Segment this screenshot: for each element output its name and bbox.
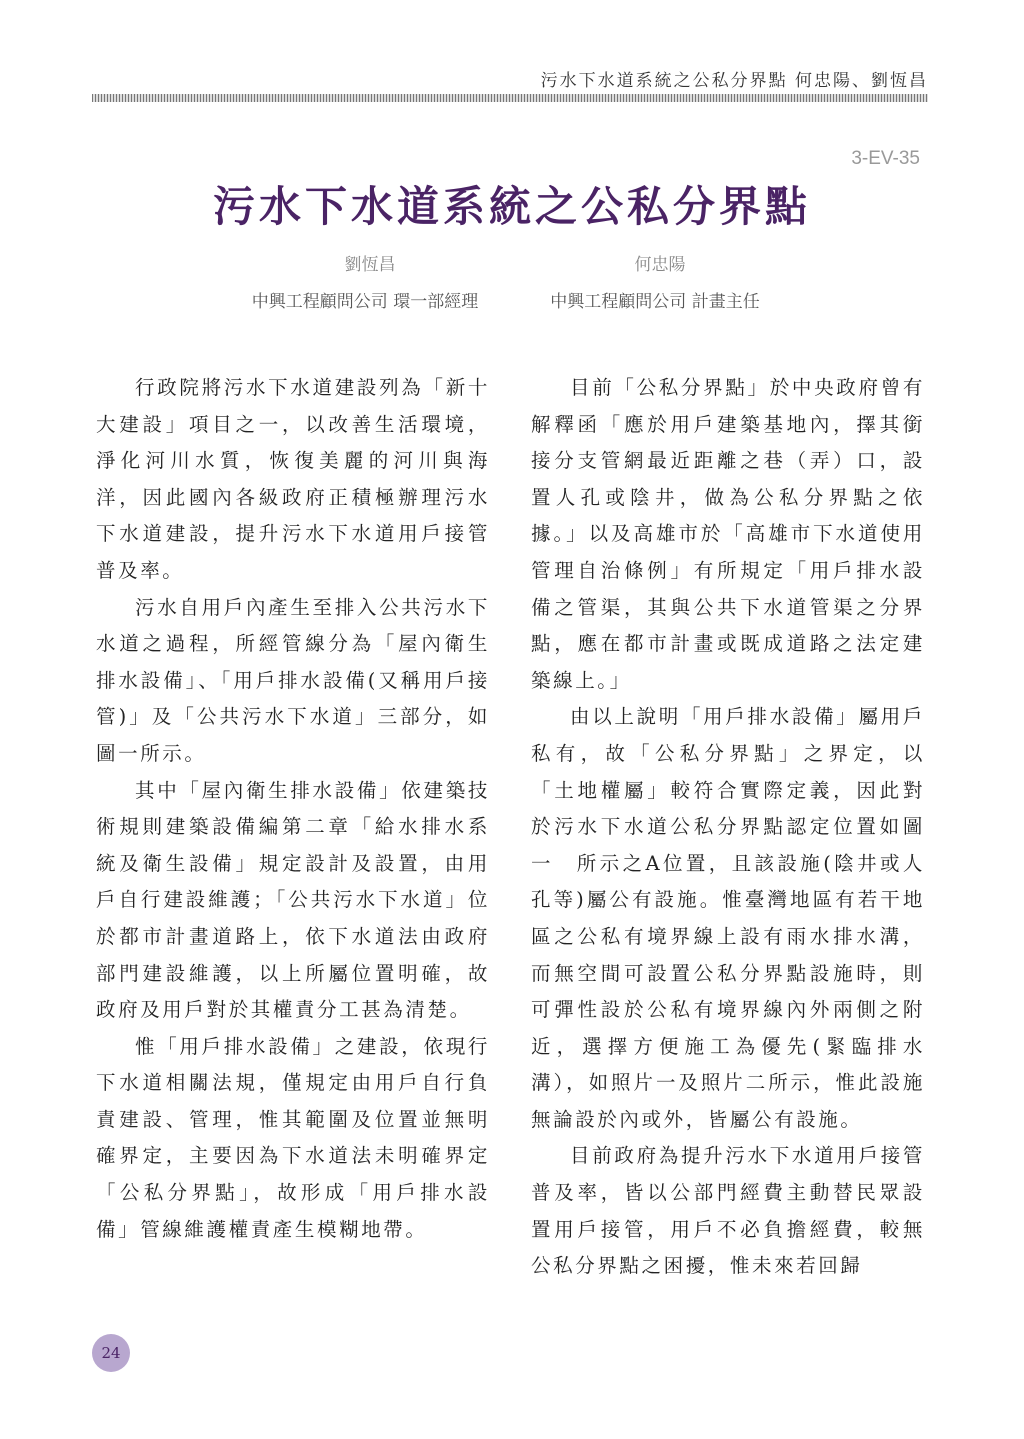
body-column-right [531, 370, 925, 1285]
body-paragraph: 目前政府為提升污水下水道用戶接管普及率，皆以公部門經費主動替民眾設置用戶接管，用戶不必負擔經費，較無公私分界點之困擾，惟未來若回歸 [531, 1144, 925, 1278]
paper-title: 污水下水道系統之公私分界點 [212, 182, 811, 231]
author-name: 何忠陽 [634, 255, 686, 275]
page-number: 24 [92, 1334, 130, 1372]
body-column-left [96, 370, 490, 1248]
body-paragraph: 行政院將污水下水道建設列為「新十大建設」項目之一，以改善生活環境，淨化河川水質，恢復美麗的河川與海洋，因此國內各級政府正積極辦理污水下水道建設，提升污水下水道用戶接管普及率。 [96, 376, 490, 582]
author-name: 劉恆昌 [344, 255, 396, 275]
body-paragraph: 惟「用戶排水設備」之建設，依現行下水道相關法規，僅規定由用戶自行負責建設、管理，惟其範圍及位置並無明確界定，主要因為下水道法未明確界定「公私分界點」，故形成「用戶排水設備」管線維護權責產生模糊地帶。 [96, 1034, 490, 1241]
paper-code: 3-EV-35 [851, 148, 920, 169]
body-paragraph: 目前「公私分界點」於中央政府曾有解釋函「應於用戶建築基地內，擇其銜接分支管網最近距離之巷（弄）口，設置人孔或陰井，做為公私分界點之依據。」以及高雄市於「高雄市下水道使用管理自治條例」有所規定「用戶排水設備之管渠，其與公共下水道管渠之分界點，應在都市計畫或既成道路之法定建築線上。」 [531, 376, 925, 692]
body-paragraph: 污水自用戶內產生至排入公共污水下水道之過程，所經管線分為「屋內衛生排水設備」、「用戶排水設備(又稱用戶接管)」及「公共污水下水道」三部分，如圖一所示。 [96, 595, 490, 765]
header-divider [92, 94, 928, 102]
author-affiliation: 中興工程顧問公司 環一部經理 [251, 292, 479, 312]
body-paragraph: 其中「屋內衛生排水設備」依建築技術規則建築設備編第二章「給水排水系統及衛生設備」規定設計及設置，由用戶自行建設維護；「公共污水下水道」位於都市計畫道路上，依下水道法由政府部門建設維護，以上所屬位置明確，故政府及用戶對於其權責分工甚為清楚。 [96, 778, 490, 1022]
author-affiliation: 中興工程顧問公司 計畫主任 [550, 292, 760, 312]
body-paragraph: 由以上說明「用戶排水設備」屬用戶私有，故「公私分界點」之界定，以「土地權屬」較符合實際定義，因此對於污水下水道公私分界點認定位置如圖一 所示之A位置，且該設施(陰井或人孔等)屬公有設施。惟臺灣地區有若干地區之公私有境界線上設有雨水排水溝，而無空間可設置公私分界點設施時，則可彈性設於公私有境界線內外兩側之附近，選擇方便施工為優先(緊臨排水溝），如照片一及照片二所示，惟此設施無論設於內或外，皆屬公有設施。 [531, 705, 925, 1131]
running-header: 污水下水道系統之公私分界點 何忠陽、劉恆昌 [540, 71, 928, 91]
